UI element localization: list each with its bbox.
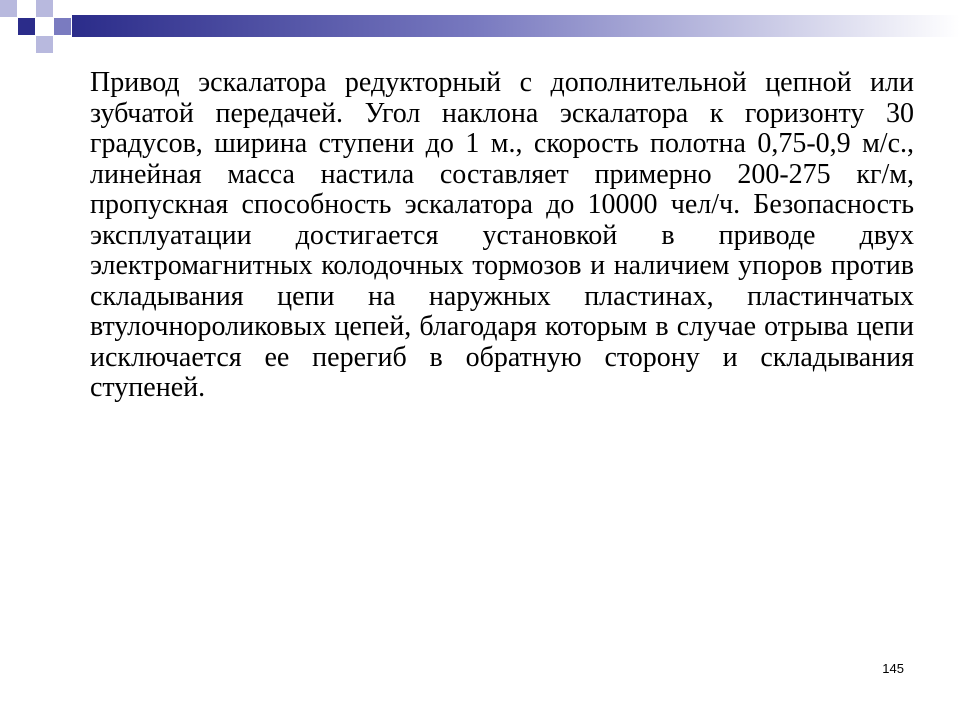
decor-square [54,0,71,17]
decor-square [0,36,17,53]
decor-square [36,0,53,17]
header-gradient-band [72,15,960,37]
decor-square [18,0,35,17]
decor-square [18,54,35,69]
decor-square [18,36,35,53]
decor-square [0,18,17,35]
decor-square [54,18,71,35]
decor-square [36,36,53,53]
page-number: 145 [882,661,904,676]
decor-square [54,36,71,53]
body-paragraph: Привод эскалатора редукторный с дополнительной цепной или зубчатой передачей. Угол наклона эскалатора к горизонту 30 градусов, ширина ступени до 1 м., скорость полотна 0,75-0,9 м/с., линейная масса настила составляет примерно 200-275 кг/м, пропускная способность эскалатора до 10000 чел/ч. Безопасность эксплуатации достигается установкой в приводе двух электромагнитных колодочных тормозов и наличием упоров против складывания цепи на наружных пластинах, пластинчатых втулочнороликовых цепей, благодаря которым в случае отрыва цепи исключается ее перегиб в обратную сторону и складывания ступеней. [90,67,914,403]
decor-square [18,18,35,35]
decor-square [36,18,53,35]
decor-square [36,54,53,69]
decor-square [0,0,17,17]
header-decoration [0,0,960,70]
